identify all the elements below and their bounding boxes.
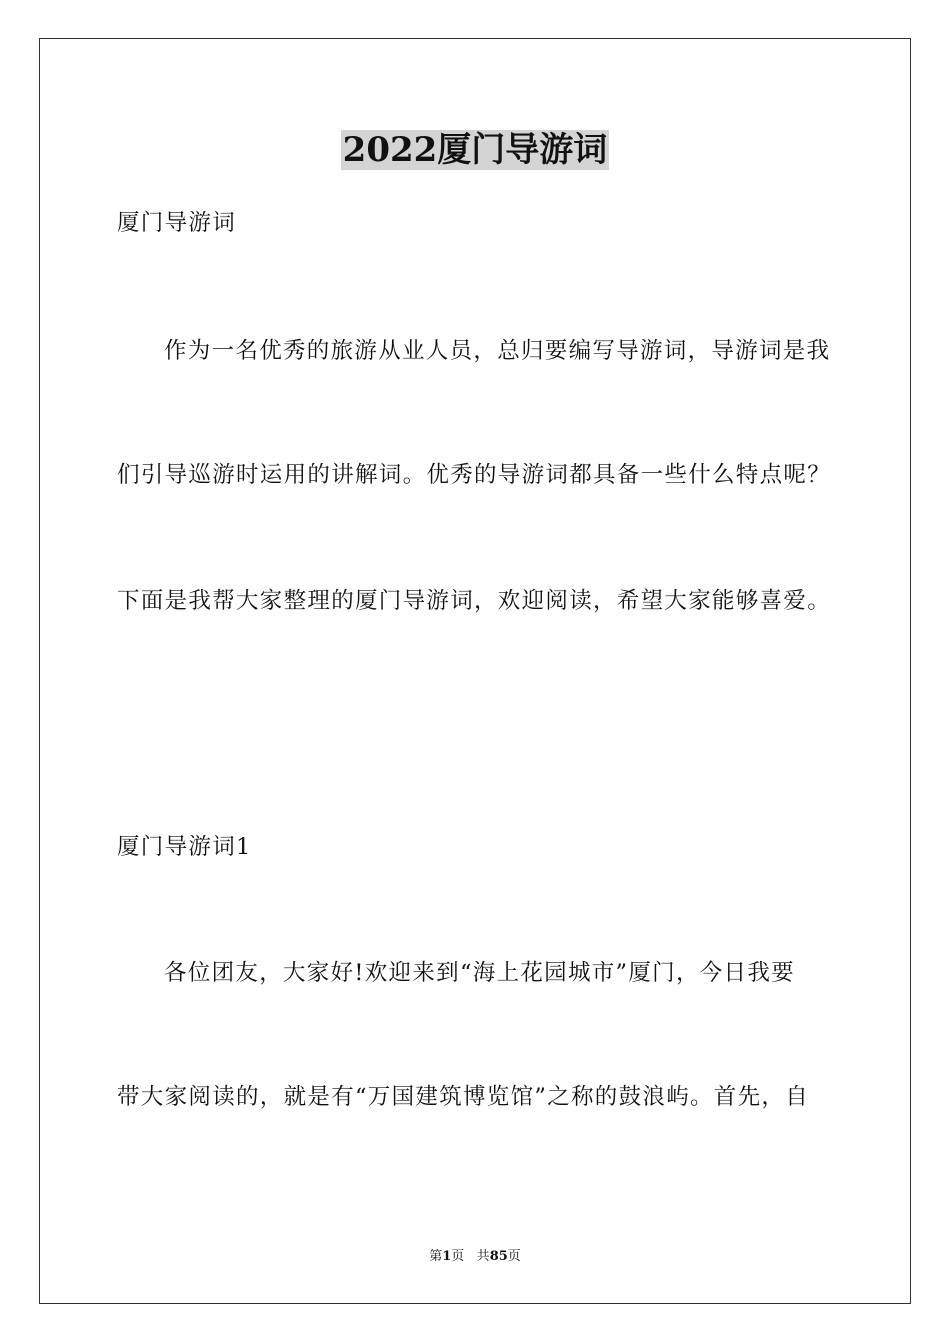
paragraph-line: 下面是我帮大家整理的厦门导游词，欢迎阅读，希望大家能够喜爱。 [117,588,832,614]
paragraph-line: 各位团友，大家好!欢迎来到“海上花园城市”厦门，今日我要 [164,960,795,986]
paragraph-line: 作为一名优秀的旅游从业人员，总归要编写导游词，导游词是我 [164,338,831,364]
page-footer [0,1248,950,1266]
document-title [0,128,950,172]
page-number: 1 [442,1249,452,1264]
page-prefix: 第 [429,1249,443,1264]
subtitle: 厦门导游词 [117,210,237,236]
section-heading: 厦门导游词1 [117,834,252,860]
total-suffix: 页 [507,1249,521,1264]
title-highlight: 2022厦门导游词 [342,130,608,170]
total-pages: 85 [489,1249,508,1264]
total-prefix: 共 [476,1249,490,1264]
paragraph-line: 们引导巡游时运用的讲解词。优秀的导游词都具备一些什么特点呢？ [117,462,832,488]
paragraph-line: 带大家阅读的，就是有“万国建筑博览馆”之称的鼓浪屿。首先，自 [117,1084,810,1110]
page-suffix: 页 [451,1249,465,1264]
